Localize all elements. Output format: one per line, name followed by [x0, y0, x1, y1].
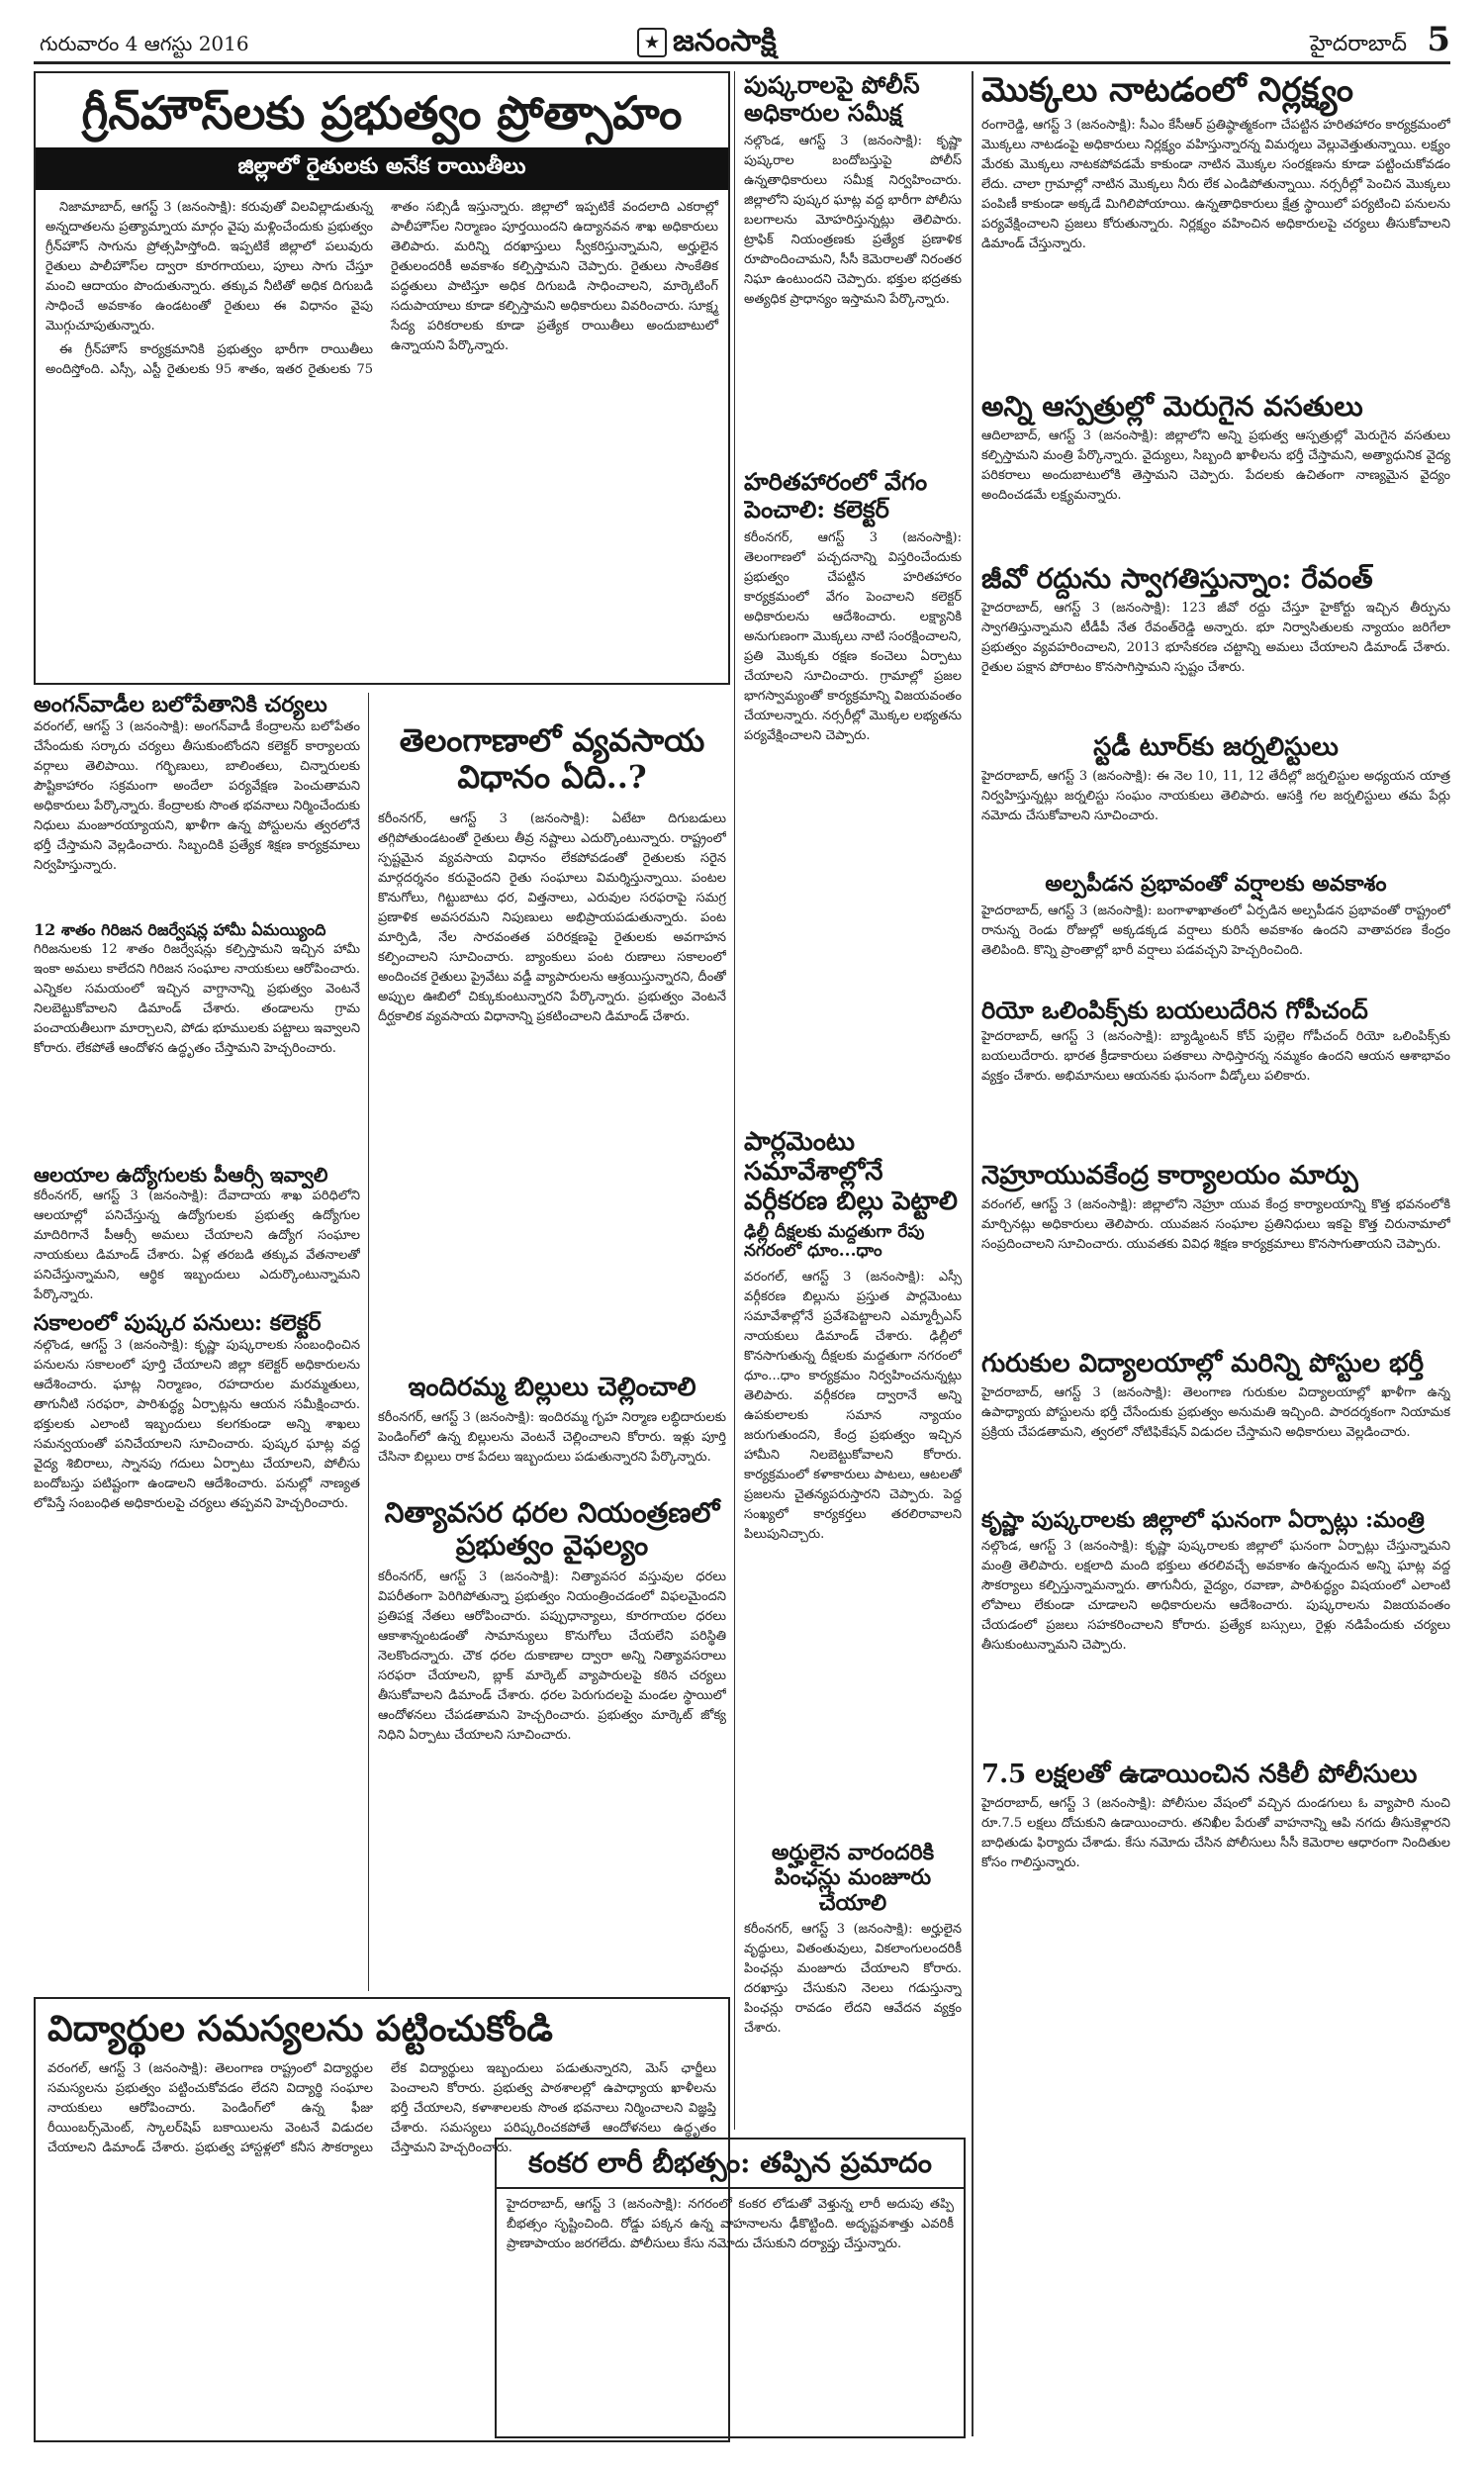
- page-header: [34, 22, 1450, 64]
- nehru-body: వరంగల్, ఆగస్ట్ 3 (జనంసాక్షి): జిల్లాలోని నెహ్రూ యువ కేంద్ర కార్యాలయాన్ని కొత్త భవనంలోకి మార్చినట్లు అధికారులు తెలిపారు. యువజన సంఘాల ప్రతినిధులు ఇకపై కొత్త చిరునామాలో సంప్రదించాలని సూచించారు. యువతకు వివిధ శిక్షణ కార్యక్రమాలు కొనసాగుతాయని చెప్పారు.: [981, 1197, 1450, 1253]
- krishna-body: నల్గొండ, ఆగస్ట్ 3 (జనంసాక్షి): కృష్ణా పుష్కరాలకు జిల్లాలో ఘనంగా ఏర్పాట్లు చేస్తున్నామని మంత్రి తెలిపారు. లక్షలాది మంది భక్తులు తరలివచ్చే అవకాశం ఉన్నందున అన్ని ఘాట్ల వద్ద సౌకర్యాలు కల్పిస్తున్నామన్నారు. తాగునీరు, వైద్యం, రవాణా, పారిశుద్ధ్యం విషయంలో ఎలాంటి లోపాలు లేకుండా చూడాలని అధికారులను ఆదేశించారు. పుష్కరాలను విజయవంతం చేయడంలో ప్రజలు సహకరించాలని కోరారు. ప్రత్యేక బస్సులు, రైళ్లు నడిపేందుకు చర్యలు తీసుకుంటున్నామని చెప్పారు.: [981, 1539, 1450, 1654]
- revanth-headline: జీవో రద్దును స్వాగతిస్తున్నాం: రేవంత్: [981, 562, 1373, 596]
- lead-headline: గ్రీన్‌హౌస్‌లకు ప్రభుత్వం ప్రోత్సాహం: [81, 86, 683, 140]
- masthead: [637, 24, 777, 65]
- temple-headline: ఆలయాల ఉద్యోగులకు పీఆర్సీ ఇవ్వాలి: [34, 1162, 328, 1187]
- lead-story: [34, 71, 730, 685]
- prices-body: కరీంనగర్, ఆగస్ట్ 3 (జనంసాక్షి): నిత్యావసర వస్తువుల ధరలు విపరీతంగా పెరిగిపోతున్నా ప్రభుత్వం నియంత్రించడంలో విఫలమైందని ప్రతిపక్ష నేతలు ఆరోపించారు. పప్పుధాన్యాలు, కూరగాయల ధరలు ఆకాశాన్నంటడంతో సామాన్యులు కొనుగోలు చేయలేని పరిస్థితి నెలకొందన్నారు. చౌక ధరల దుకాణాల ద్వారా అన్ని నిత్యావసరాలు సరఫరా చేయాలని, బ్లాక్ మార్కెట్ వ్యాపారులపై కఠిన చర్యలు తీసుకోవాలని డిమాండ్ చేశారు. ధరల పెరుగుదలపై మండల స్థాయిలో ఆందోళనలు చేపడతామని హెచ్చరించారు. ప్రభుత్వం మార్కెట్ జోక్య నిధిని ఏర్పాటు చేయాలని సూచించారు.: [378, 1569, 726, 1743]
- parliament-headline: పార్లమెంటు సమావేశాల్లోనే వర్గీకరణ బిల్లు పెట్టాలి: [744, 1128, 958, 1216]
- gurukul-body: హైదరాబాద్, ఆగస్ట్ 3 (జనంసాక్షి): తెలంగాణ గురుకుల విద్యాలయాల్లో ఖాళీగా ఉన్న ఉపాధ్యాయ పోస్టులను భర్తీ చేసేందుకు ప్రభుత్వం అనుమతి ఇచ్చింది. పారదర్శకంగా నియామక ప్రక్రియ చేపడతామని, త్వరలో నోటిఫికేషన్ విడుదల చేస్తామని అధికారులు వెల్లడించారు.: [981, 1385, 1450, 1441]
- masthead-logo-icon: ★: [637, 28, 667, 57]
- police-headline: పుష్కరాలపై పోలీస్ అధికారుల సమీక్ష: [744, 71, 920, 127]
- lorry-headline: కంకర లారీ బీభత్సం: తప్పిన ప్రమాదం: [497, 2140, 964, 2189]
- column-rule: [734, 71, 735, 2130]
- middle-column: [378, 693, 726, 2128]
- parliament-body: వరంగల్, ఆగస్ట్ 3 (జనంసాక్షి): ఎస్సీ వర్గీకరణ బిల్లును ప్రస్తుత పార్లమెంటు సమావేశాల్లోనే ప్రవేశపెట్టాలని ఎమ్మార్పీఎస్ నాయకులు డిమాండ్ చేశారు. ఢిల్లీలో కొనసాగుతున్న దీక్షలకు మద్దతుగా నగరంలో ధూం...ధాం కార్యక్రమం నిర్వహించనున్నట్లు తెలిపారు. వర్గీకరణ ద్వారానే అన్ని ఉపకులాలకు సమాన న్యాయం జరుగుతుందని, కేంద్ర ప్రభుత్వం ఇచ్చిన హామీని నిలబెట్టుకోవాలని కోరారు. కార్యక్రమంలో కళాకారులు పాటలు, ఆటలతో ప్రజలను చైతన్యపరుస్తారని చెప్పారు. పెద్ద సంఖ్యలో కార్యకర్తలు తరలిరావాలని పిలుపునిచ్చారు.: [744, 1269, 962, 1542]
- pension-body: కరీంనగర్, ఆగస్ట్ 3 (జనంసాక్షి): అర్హులైన వృద్ధులు, వితంతువులు, వికలాంగులందరికీ పింఛన్లు మంజూరు చేయాలని కోరారు. దరఖాస్తు చేసుకుని నెలలు గడుస్తున్నా పింఛన్లు రావడం లేదని ఆవేదన వ్యక్తం చేశారు.: [744, 1921, 962, 2036]
- tribal-headline: 12 శాతం గిరిజన రిజర్వేషన్ల హామీ ఏమయ్యింది: [34, 920, 326, 940]
- rain-headline: అల్పపీడన ప్రభావంతో వర్షాలకు అవకాశం: [1045, 871, 1387, 898]
- column-rule: [972, 71, 974, 2436]
- police-body: నల్గొండ, ఆగస్ట్ 3 (జనంసాక్షి): కృష్ణా పుష్కరాల బందోబస్తుపై పోలీస్ ఉన్నతాధికారులు సమీక్ష నిర్వహించారు. జిల్లాలోని పుష్కర ఘాట్ల వద్ద భారీగా పోలీసు బలగాలను మోహరిస్తున్నట్లు తెలిపారు. ట్రాఫిక్ నియంత్రణకు ప్రత్యేక ప్రణాళిక రూపొందించామని, సీసీ కెమెరాలతో నిరంతర నిఘా ఉంటుందని చెప్పారు. భక్తుల భద్రతకు అత్యధిక ప్రాధాన్యం ఇస్తామని పేర్కొన్నారు.: [744, 134, 962, 308]
- masthead-title: జనంసాక్షి: [673, 24, 777, 58]
- krishna-headline: కృష్ణా పుష్కరాలకు జిల్లాలో ఘనంగా ఏర్పాట్లు :మంత్రి: [981, 1507, 1425, 1534]
- page-number: 5: [1427, 20, 1450, 59]
- column-rule: [368, 693, 369, 1991]
- lead-paragraph: ఈ గ్రీన్‌హౌస్ కార్యక్రమానికి ప్రభుత్వం భారీగా రాయితీలు అందిస్తోంది. ఎస్సీ, ఎస్టీ రైతులకు 95 శాతం, ఇతర రైతులకు 75 శాతం సబ్సిడీ ఇస్తున్నారు. జిల్లాలో ఇప్పటికే వందలాది ఎకరాల్లో పాలీహౌస్‌ల నిర్మాణం పూర్తయిందని ఉద్యానవన శాఖ అధికారులు తెలిపారు. మరిన్ని దరఖాస్తులు స్వీకరిస్తున్నామని, అర్హులైన రైతులందరికీ అవకాశం కల్పిస్తామని చెప్పారు. రైతులు సాంకేతిక పద్ధతులు పాటిస్తూ అధిక దిగుబడి సాధించాలని, మార్కెటింగ్ సదుపాయాలు కూడా కల్పిస్తామని అధికారులు వివరించారు. సూక్ష్మ సేద్య పరికరాలకు కూడా ప్రత్యేక రాయితీలు అందుబాటులో ఉన్నాయని పేర్కొన్నారు.: [46, 199, 718, 377]
- students-headline: విద్యార్థుల సమస్యలను పట్టించుకోండి: [47, 2008, 553, 2049]
- study-body: హైదరాబాద్, ఆగస్ట్ 3 (జనంసాక్షి): ఈ నెల 10, 11, 12 తేదీల్లో జర్నలిస్టుల అధ్యయన యాత్ర నిర్వహిస్తున్నట్లు జర్నలిస్టు సంఘం నాయకులు తెలిపారు. ఆసక్తి గల జర్నలిస్టులు తమ పేర్లు నమోదు చేసుకోవాలని సూచించారు.: [981, 769, 1450, 824]
- rain-body: హైదరాబాద్, ఆగస్ట్ 3 (జనంసాక్షి): బంగాళాఖాతంలో ఏర్పడిన అల్పపీడన ప్రభావంతో రాష్ట్రంలో రానున్న రెండు రోజుల్లో అక్కడక్కడ వర్షాలు కురిసే అవకాశం ఉందని వాతావరణ కేంద్రం తెలిపింది. కొన్ని ప్రాంతాల్లో భారీ వర్షాలు పడవచ్చని హెచ్చరించింది.: [981, 903, 1450, 958]
- gopichand-headline: రియో ఒలింపిక్స్‌కు బయలుదేరిన గోపీచంద్: [981, 995, 1368, 1024]
- lead-body: [36, 190, 728, 681]
- pension-headline: అర్హులైన వారందరికి పింఛన్లు మంజూరు చేయాలి: [771, 1841, 935, 1916]
- fake-police-body: హైదరాబాద్, ఆగస్ట్ 3 (జనంసాక్షి): పోలీసుల వేషంలో వచ్చిన దుండగులు ఓ వ్యాపారి నుంచి రూ.7.5 లక్షలు దోచుకుని ఉడాయించారు. తనిఖీల పేరుతో వాహనాన్ని ఆపి నగదు తీసుకెళ్లారని బాధితుడు ఫిర్యాదు చేశాడు. కేసు నమోదు చేసిన పోలీసులు సీసీ కెమెరాల ఆధారంగా నిందితుల కోసం గాలిస్తున్నారు.: [981, 1796, 1450, 1871]
- students-body: వరంగల్, ఆగస్ట్ 3 (జనంసాక్షి): తెలంగాణ రాష్ట్రంలో విద్యార్థుల సమస్యలను ప్రభుత్వం పట్టించుకోవడం లేదని విద్యార్థి సంఘాల నాయకులు ఆరోపించారు. పెండింగ్‌లో ఉన్న ఫీజు రీయింబర్స్‌మెంట్, స్కాలర్‌షిప్ బకాయిలను వెంటనే విడుదల చేయాలని డిమాండ్ చేశారు. ప్రభుత్వ హాస్టళ్లలో కనీస సౌకర్యాలు లేక విద్యార్థులు ఇబ్బందులు పడుతున్నారని, మెస్ ఛార్జీలు పెంచాలని కోరారు. ప్రభుత్వ పాఠశాలల్లో ఉపాధ్యాయ ఖాళీలను భర్తీ చేయాలని, కళాశాలలకు సొంత భవనాలు నిర్మించాలని విజ్ఞప్తి చేశారు. సమస్యలు పరిష్కరించకపోతే ఆందోళనలు ఉద్ధృతం చేస్తామని హెచ్చరించారు.: [47, 2061, 716, 2156]
- agri-body: కరీంనగర్, ఆగస్ట్ 3 (జనంసాక్షి): ఏటేటా దిగుబడులు తగ్గిపోతుండటంతో రైతులు తీవ్ర నష్టాలు ఎదుర్కొంటున్నారు. రాష్ట్రంలో స్పష్టమైన వ్యవసాయ విధానం లేకపోవడంతో రైతులకు సరైన మార్గదర్శనం కరువైందని రైతు సంఘాలు విమర్శిస్తున్నాయి. పంటల కొనుగోలు, గిట్టుబాటు ధర, విత్తనాలు, ఎరువుల సరఫరాపై సమగ్ర ప్రణాళిక అవసరమని నిపుణులు అభిప్రాయపడుతున్నారు. పంట మార్పిడి, నేల సారవంతత పరిరక్షణపై రైతులకు అవగాహన కల్పించాలని సూచించారు. బ్యాంకులు పంట రుణాలు సకాలంలో అందించక రైతులు ప్రైవేటు వడ్డీ వ్యాపారులను ఆశ్రయిస్తున్నారని, దీంతో అప్పుల ఊబిలో చిక్కుకుంటున్నారని పేర్కొన్నారు. ప్రభుత్వం వెంటనే దీర్ఘకాలిక వ్యవసాయ విధానాన్ని ప్రకటించాలని డిమాండ్ చేశారు.: [378, 810, 726, 1024]
- revanth-body: హైదరాబాద్, ఆగస్ట్ 3 (జనంసాక్షి): 123 జీవో రద్దు చేస్తూ హైకోర్టు ఇచ్చిన తీర్పును స్వాగతిస్తున్నామని టీడీపీ నేత రేవంత్‌రెడ్డి అన్నారు. భూ నిర్వాసితులకు న్యాయం జరిగేలా ప్రభుత్వం వ్యవహరించాలని, 2013 భూసేకరణ చట్టాన్ని అమలు చేయాలని డిమాండ్ చేశారు. రైతుల పక్షాన పోరాటం కొనసాగిస్తామని స్పష్టం చేశారు.: [981, 601, 1450, 676]
- pushkar-body: నల్గొండ, ఆగస్ట్ 3 (జనంసాక్షి): కృష్ణా పుష్కరాలకు సంబంధించిన పనులను సకాలంలో పూర్తి చేయాలని జిల్లా కలెక్టర్ అధికారులను ఆదేశించారు. ఘాట్ల నిర్మాణం, రహదారుల మరమ్మతులు, తాగునీటి సరఫరా, పారిశుద్ధ్య ఏర్పాట్లను ఆయన సమీక్షించారు. భక్తులకు ఎలాంటి ఇబ్బందులు కలగకుండా అన్ని శాఖలు సమన్వయంతో పనిచేయాలని సూచించారు. పుష్కర ఘాట్ల వద్ద వైద్య శిబిరాలు, స్నానపు గదులు ఏర్పాటు చేయాలని, పోలీసు బందోబస్తు పటిష్టంగా ఉండాలని ఆదేశించారు. పనుల్లో నాణ్యత లోపిస్తే సంబంధిత అధికారులపై చర్యలు తప్పవని హెచ్చరించారు.: [34, 1337, 360, 1511]
- lead-subheadline: జిల్లాలో రైతులకు అనేక రాయితీలు: [36, 147, 728, 190]
- plants-body: రంగారెడ్డి, ఆగస్ట్ 3 (జనంసాక్షి): సీఎం కేసీఆర్ ప్రతిష్ఠాత్మకంగా చేపట్టిన హరితహారం కార్యక్రమంలో మొక్కలు నాటడంపై అధికారులు నిర్లక్ష్యం వహిస్తున్నారన్న విమర్శలు వెల్లువెత్తుతున్నాయి. లక్ష్యం మేరకు మొక్కలు నాటకపోవడమే కాకుండా నాటిన మొక్కల సంరక్షణను కూడా పట్టించుకోవడం లేదు. చాలా గ్రామాల్లో నాటిన మొక్కలు నీరు లేక ఎండిపోతున్నాయి. నర్సరీల్లో పెంచిన మొక్కలు పంపిణీ కాకుండా అక్కడే మిగిలిపోయాయి. ఉన్నతాధికారులు క్షేత్ర స్థాయిలో పర్యటించి పనులను పర్యవేక్షించాలని ప్రజలు కోరుతున్నారు. నిర్లక్ష్యం వహించిన అధికారులపై చర్యలు తీసుకోవాలని డిమాండ్ చేస్తున్నారు.: [981, 118, 1450, 252]
- parliament-subheadline: ఢిల్లీ దీక్షలకు మద్దతుగా రేపు నగరంలో ధూం...ధాం: [744, 1221, 925, 1262]
- gopichand-body: హైదరాబాద్, ఆగస్ట్ 3 (జనంసాక్షి): బ్యాడ్మింటన్ కోచ్ పుల్లెల గోపీచంద్ రియో ఒలింపిక్స్‌కు బయలుదేరారు. భారత క్రీడాకారులు పతకాలు సాధిస్తారన్న నమ్మకం ఉందని ఆయన ఆశాభావం వ్యక్తం చేశారు. అభిమానులు ఆయనకు ఘనంగా వీడ్కోలు పలికారు.: [981, 1029, 1450, 1085]
- haritha-body: కరీంనగర్, ఆగస్ట్ 3 (జనంసాక్షి): తెలంగాణలో పచ్చదనాన్ని విస్తరించేందుకు ప్రభుత్వం చేపట్టిన హరితహారం కార్యక్రమంలో వేగం పెంచాలని కలెక్టర్ అధికారులను ఆదేశించారు. లక్ష్యానికి అనుగుణంగా మొక్కలు నాటి సంరక్షించాలని, ప్రతి మొక్కకు రక్షణ కంచెలు ఏర్పాటు చేయాలని సూచించారు. గ్రామాల్లో ప్రజల భాగస్వామ్యంతో కార్యక్రమాన్ని విజయవంతం చేయాలన్నారు. నర్సరీల్లో మొక్కల లభ్యతను పర్యవేక్షించాలని చెప్పారు.: [744, 530, 962, 744]
- anganwadi-body: వరంగల్, ఆగస్ట్ 3 (జనంసాక్షి): అంగన్‌వాడీ కేంద్రాలను బలోపేతం చేసేందుకు సర్కారు చర్యలు తీసుకుంటోందని కలెక్టర్ కార్యాలయ వర్గాలు తెలిపాయి. గర్భిణులు, బాలింతలు, చిన్నారులకు పౌష్టికాహారం సక్రమంగా అందేలా పర్యవేక్షణ పెంచుతామని అధికారులు పేర్కొన్నారు. కేంద్రాలకు సొంత భవనాలు నిర్మించేందుకు నిధులు మంజూరయ్యాయని, ఖాళీగా ఉన్న పోస్టులను త్వరలోనే భర్తీ చేస్తామని వెల్లడించారు. సిబ్బందికి ప్రత్యేక శిక్షణ కార్యక్రమాలు నిర్వహిస్తున్నారు.: [34, 719, 360, 874]
- prices-headline: నిత్యావసర ధరల నియంత్రణలో ప్రభుత్వం వైఫల్యం: [384, 1496, 720, 1562]
- pushkar-headline: సకాలంలో పుష్కర పనులు: కలెక్టర్: [34, 1309, 322, 1336]
- plants-headline: మొక్కలు నాటడంలో నిర్లక్ష్యం: [981, 71, 1354, 110]
- study-headline: స్టడీ టూర్‌కు జర్నలిస్టులు: [1093, 732, 1339, 763]
- agri-headline: తెలంగాణాలో వ్యవసాయ విధానం ఏది..?: [399, 721, 705, 796]
- issue-date: గురువారం 4 ఆగస్టు 2016: [40, 32, 249, 55]
- anganwadi-headline: అంగన్‌వాడీల బలోపేతానికి చర్యలు: [34, 693, 327, 717]
- lorry-story: [495, 2138, 966, 2438]
- indiramma-body: కరీంనగర్, ఆగస్ట్ 3 (జనంసాక్షి): ఇందిరమ్మ గృహ నిర్మాణ లబ్ధిదారులకు పెండింగ్‌లో ఉన్న బిల్లులను వెంటనే చెల్లించాలని కోరారు. ఇళ్లు పూర్తి చేసినా బిల్లులు రాక పేదలు ఇబ్బందులు పడుతున్నారని పేర్కొన్నారు.: [378, 1410, 726, 1466]
- hospital-body: ఆదిలాబాద్, ఆగస్ట్ 3 (జనంసాక్షి): జిల్లాలోని అన్ని ప్రభుత్వ ఆస్పత్రుల్లో మెరుగైన వసతులు కల్పిస్తామని మంత్రి పేర్కొన్నారు. వైద్యులు, సిబ్బంది ఖాళీలను భర్తీ చేస్తామని, అత్యాధునిక వైద్య పరికరాలు అందుబాటులోకి తెస్తామని చెప్పారు. పేదలకు ఉచితంగా నాణ్యమైన వైద్యం అందించడమే లక్ష్యమన్నారు.: [981, 428, 1450, 504]
- lorry-body: హైదరాబాద్, ఆగస్ట్ 3 (జనంసాక్షి): నగరంలో కంకర లోడుతో వెళ్తున్న లారీ అదుపు తప్పి బీభత్సం సృష్టించింది. రోడ్డు పక్కన ఉన్న వాహనాలను ఢీకొట్టింది. అదృష్టవశాత్తు ఎవరికీ ప్రాణాపాయం జరగలేదు. పోలీసులు కేసు నమోదు చేసుకుని దర్యాప్తు చేస్తున్నారు.: [507, 2197, 954, 2252]
- nehru-headline: నెహ్రూయువకేంద్ర కార్యాలయం మార్పు: [981, 1161, 1358, 1191]
- haritha-headline: హరితహారంలో వేగం పెంచాలి: కలెక్టర్: [744, 467, 928, 523]
- indiramma-headline: ఇందిరమ్మ బిల్లులు చెల్లించాలి: [408, 1372, 696, 1402]
- right-column: [981, 71, 1450, 2436]
- tribal-body: గిరిజనులకు 12 శాతం రిజర్వేషన్లు కల్పిస్తామని ఇచ్చిన హామీ ఇంకా అమలు కాలేదని గిరిజన సంఘాల నాయకులు ఆరోపించారు. ఎన్నికల సమయంలో ఇచ్చిన వాగ్దానాన్ని ప్రభుత్వం వెంటనే నిలబెట్టుకోవాలని డిమాండ్ చేశారు. తండాలను గ్రామ పంచాయతీలుగా మార్చాలని, పోడు భూములకు పట్టాలు ఇవ్వాలని కోరారు. లేకపోతే ఆందోళన ఉద్ధృతం చేస్తామని హెచ్చరించారు.: [34, 941, 360, 1056]
- hospital-headline: అన్ని ఆస్పత్రుల్లో మెరుగైన వసతులు: [981, 390, 1363, 424]
- fake-police-headline: 7.5 లక్షలతో ఉడాయించిన నకిలీ పోలీసులు: [981, 1760, 1418, 1790]
- lead-paragraph: నిజామాబాద్, ఆగస్ట్ 3 (జనంసాక్షి): కరువుతో విలవిల్లాడుతున్న అన్నదాతలను ప్రత్యామ్నాయ మార్గం వైపు మళ్లించేందుకు ప్రభుత్వం గ్రీన్‌హౌస్ సాగును ప్రోత్సహిస్తోంది. ఇప్పటికే జిల్లాలో పలువురు రైతులు పాలీహౌస్‌ల ద్వారా కూరగాయలు, పూలు సాగు చేస్తూ మంచి ఆదాయం పొందుతున్నారు. తక్కువ నీటితో అధిక దిగుబడి సాధించే అవకాశం ఉండటంతో రైతులు ఈ విధానం వైపు మొగ్గుచూపుతున్నారు.: [46, 199, 373, 333]
- pension-story: [744, 1841, 962, 2128]
- edition-city: హైదరాబాద్: [1310, 32, 1407, 56]
- gurukul-headline: గురుకుల విద్యాలయాల్లో మరిన్ని పోస్టుల భర్తీ: [981, 1349, 1425, 1380]
- temple-body: కరీంనగర్, ఆగస్ట్ 3 (జనంసాక్షి): దేవాదాయ శాఖ పరిధిలోని ఆలయాల్లో పనిచేస్తున్న ఉద్యోగులకు ప్రభుత్వ ఉద్యోగుల మాదిరిగానే పీఆర్సీ అమలు చేయాలని ఉద్యోగ సంఘాల నాయకులు డిమాండ్ చేశారు. ఏళ్ల తరబడి తక్కువ వేతనాలతో పనిచేస్తున్నామని, ఆర్థిక ఇబ్బందులు ఎదుర్కొంటున్నామని పేర్కొన్నారు.: [34, 1188, 360, 1302]
- left-column: [34, 693, 360, 1991]
